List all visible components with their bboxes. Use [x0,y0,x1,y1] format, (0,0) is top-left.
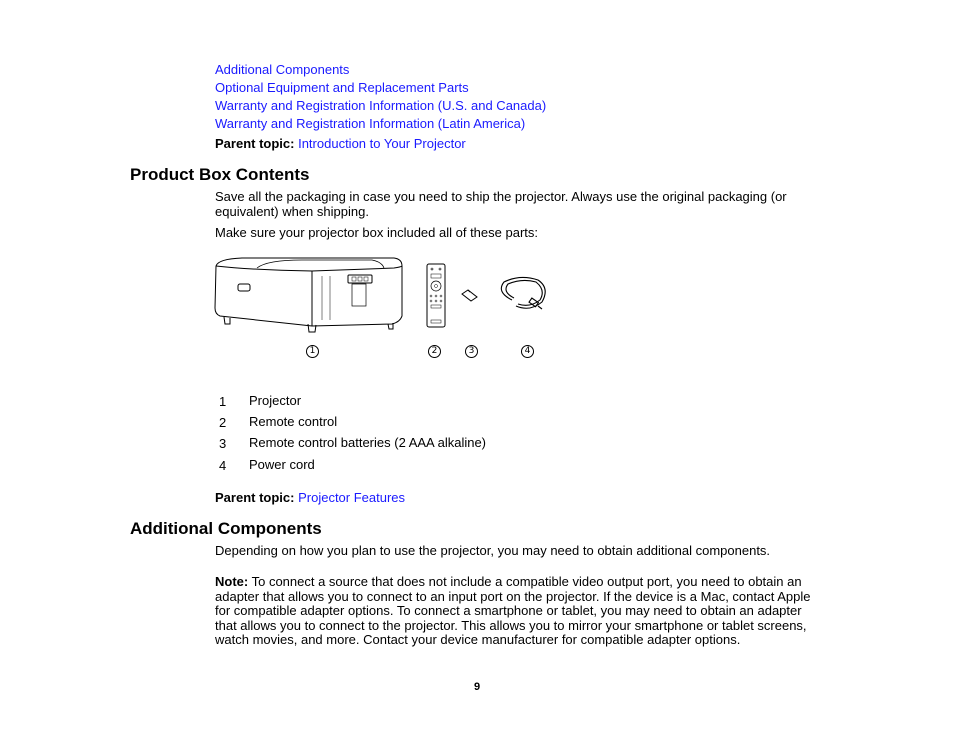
callout-3: 3 [465,345,478,358]
list-item-number: 1 [219,394,227,409]
callout-2: 2 [428,345,441,358]
list-item-text: Power cord [249,457,315,472]
note-block [215,575,819,648]
paragraph-box-parts: Make sure your projector box included all of these parts: [215,225,539,240]
link-projector-features[interactable]: Projector Features [298,490,406,505]
battery-illustration [462,290,477,301]
parent-topic-2 [215,491,405,506]
projector-illustration [215,258,402,332]
callout-1: 1 [306,345,319,358]
note-text: To connect a source that does not include a compatible video output port, you need to obtain an adapter that allows you to connect to an input port on the projector. If the device is a Mac, contact Apple for compatible adapter options. To connect a smartphone or tablet, you may need to obtain an adapter that allows you to connect to the projector. This allows you to mirror your smartphone or tablet screens, watch movies, and more. Contact your device manufacturer for compatible adapter options. [215,574,811,647]
section-heading-additional-components: Additional Components [130,519,322,538]
page-number: 9 [473,681,481,693]
section-heading-product-box-contents: Product Box Contents [130,165,310,184]
parent-topic-1 [215,137,466,152]
paragraph-additional-components: Depending on how you plan to use the projector, you may need to obtain additional components. [215,543,771,558]
list-item-text: Remote control batteries (2 AAA alkaline) [249,435,487,450]
link-additional-components[interactable]: Additional Components [215,62,350,77]
power-cord-illustration [501,277,545,309]
list-item-text: Remote control [249,414,338,429]
parent-topic-label: Parent topic: [215,136,295,151]
callout-4: 4 [521,345,534,358]
list-item-number: 2 [219,415,227,430]
remote-control-illustration [427,264,445,327]
paragraph-packaging: Save all the packaging in case you need to ship the projector. Always use the original packaging (or equivalent) when shipping. [215,189,787,219]
list-item-text: Projector [249,393,302,408]
link-optional-equipment[interactable]: Optional Equipment and Replacement Parts [215,80,469,95]
note-label: Note: [215,574,249,589]
link-warranty-latin-america[interactable]: Warranty and Registration Information (Latin America) [215,116,526,131]
product-box-illustration [212,254,557,338]
link-warranty-us-canada[interactable]: Warranty and Registration Information (U.S. and Canada) [215,98,547,113]
list-item-number: 4 [219,458,227,473]
list-item-number: 3 [219,436,227,451]
link-introduction[interactable]: Introduction to Your Projector [298,136,466,151]
parent-topic-label: Parent topic: [215,490,295,505]
